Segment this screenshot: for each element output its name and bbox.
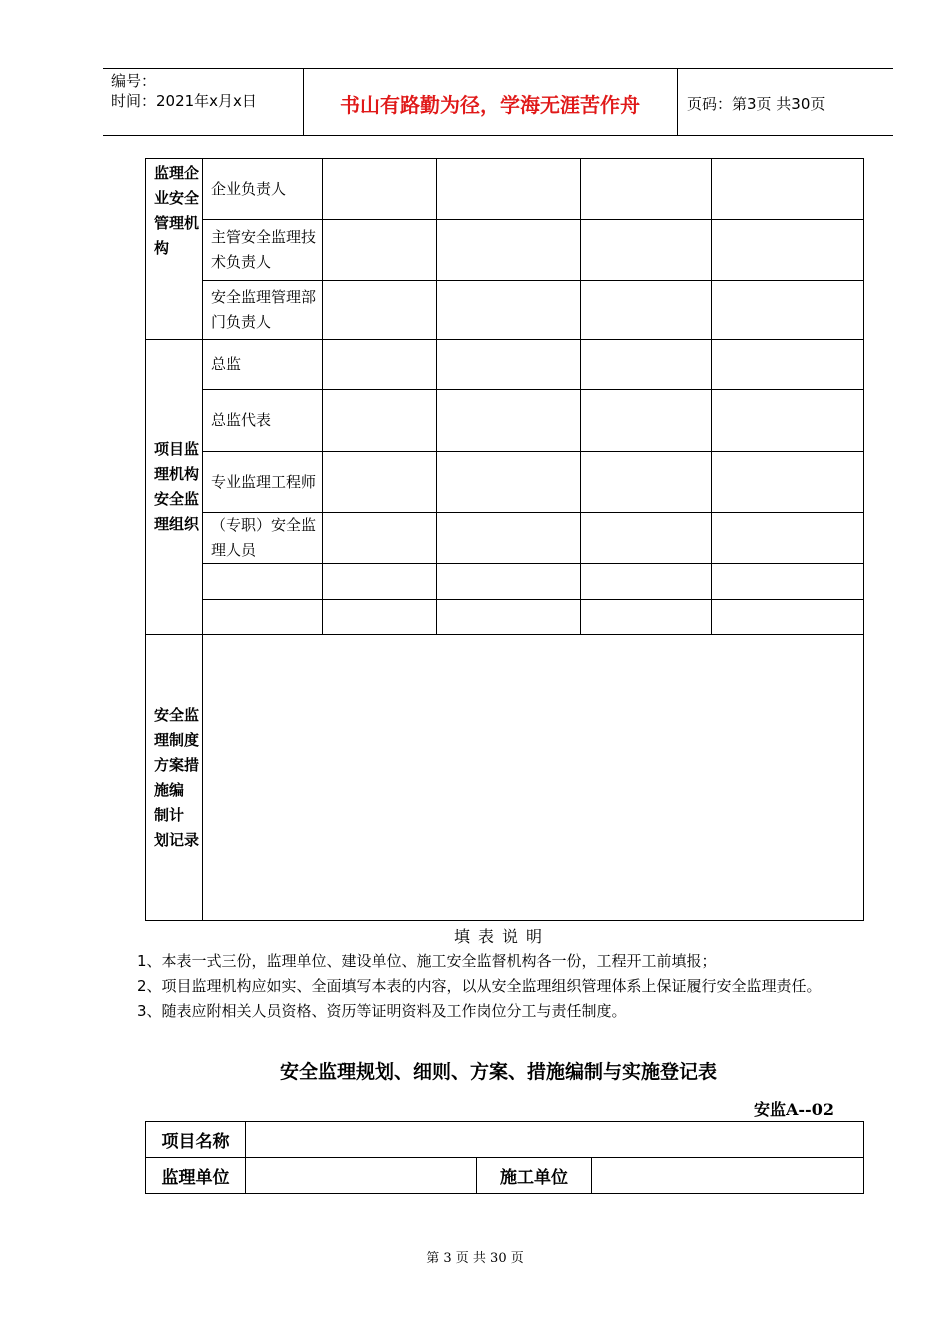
- project-name-field[interactable]: [246, 1122, 864, 1158]
- table-cell[interactable]: [712, 340, 864, 390]
- section-enterprise-label: 监理企业安全管理机构: [146, 159, 203, 340]
- table-cell[interactable]: [323, 564, 437, 600]
- table-cell[interactable]: [203, 564, 323, 600]
- instructions-title: 填表说明: [453, 927, 550, 946]
- instruction-item: 2、项目监理机构应如实、全面填写本表的内容，以从安全监理组织管理体系上保证履行安全监理责任。: [137, 977, 822, 995]
- role-label: 主管安全监理技术负责人: [203, 220, 323, 281]
- instruction-item: 1、本表一式三份，监理单位、建设单位、施工安全监督机构各一份，工程开工前填报；: [137, 952, 717, 970]
- plan-record-cell[interactable]: [203, 635, 864, 921]
- role-label: 专业监理工程师: [203, 452, 323, 513]
- form-title: 安全监理规划、细则、方案、措施编制与实施登记表: [279, 1061, 717, 1083]
- table-cell[interactable]: [712, 281, 864, 340]
- table-cell[interactable]: [581, 600, 712, 635]
- header-time: 时间：2021年x月x日: [111, 92, 257, 110]
- table-cell[interactable]: [323, 281, 437, 340]
- table-cell[interactable]: [323, 159, 437, 220]
- section-plan-record-label: 安全监理制度方案措施编 制计 划记录: [146, 635, 203, 921]
- table-cell[interactable]: [581, 513, 712, 564]
- role-label: 企业负责人: [203, 159, 323, 220]
- table-cell[interactable]: [437, 452, 581, 513]
- page-header: [103, 68, 893, 136]
- role-label: 总监代表: [203, 390, 323, 452]
- table-cell[interactable]: [323, 452, 437, 513]
- page-footer: 第 3 页 共 30 页: [426, 1251, 524, 1266]
- fill-instructions: [137, 924, 867, 1024]
- role-label: （专职）安全监理人员: [203, 513, 323, 564]
- table-cell[interactable]: [323, 600, 437, 635]
- table-cell[interactable]: [581, 281, 712, 340]
- header-divider: [677, 69, 678, 135]
- header-number: 编号：: [111, 72, 157, 90]
- table-cell[interactable]: [712, 390, 864, 452]
- table-cell[interactable]: [712, 220, 864, 281]
- registration-table: [145, 1121, 864, 1194]
- construction-unit-field[interactable]: [592, 1158, 864, 1194]
- table-cell[interactable]: [437, 564, 581, 600]
- table-cell[interactable]: [323, 513, 437, 564]
- table-cell[interactable]: [712, 159, 864, 220]
- construction-unit-label: 施工单位: [477, 1158, 592, 1194]
- table-cell[interactable]: [581, 340, 712, 390]
- supervision-unit-label: 监理单位: [146, 1158, 246, 1194]
- role-label: 总监: [203, 340, 323, 390]
- table-cell[interactable]: [581, 220, 712, 281]
- table-cell[interactable]: [437, 600, 581, 635]
- table-cell[interactable]: [712, 452, 864, 513]
- table-cell[interactable]: [581, 159, 712, 220]
- table-cell[interactable]: [437, 340, 581, 390]
- table-cell[interactable]: [581, 452, 712, 513]
- organization-table: [145, 158, 864, 921]
- header-meta: [111, 71, 257, 111]
- role-label: 安全监理管理部门负责人: [203, 281, 323, 340]
- table-cell[interactable]: [712, 513, 864, 564]
- table-cell[interactable]: [437, 281, 581, 340]
- table-cell[interactable]: [437, 220, 581, 281]
- table-cell[interactable]: [437, 513, 581, 564]
- table-cell[interactable]: [323, 220, 437, 281]
- form-code: 安监A--02: [754, 1100, 834, 1119]
- table-cell[interactable]: [437, 159, 581, 220]
- header-page-number: 页码：第3页 共30页: [687, 95, 826, 113]
- table-cell[interactable]: [581, 390, 712, 452]
- table-cell[interactable]: [712, 564, 864, 600]
- table-cell[interactable]: [203, 600, 323, 635]
- project-name-label: 项目名称: [146, 1122, 246, 1158]
- table-cell[interactable]: [323, 390, 437, 452]
- table-cell[interactable]: [581, 564, 712, 600]
- header-motto: 书山有路勤为径，学海无涯苦作舟: [340, 93, 640, 117]
- section-project-label: 项目监理机构安全监理组织: [146, 340, 203, 635]
- table-cell[interactable]: [712, 600, 864, 635]
- supervision-unit-field[interactable]: [246, 1158, 477, 1194]
- instruction-item: 3、随表应附相关人员资格、资历等证明资料及工作岗位分工与责任制度。: [137, 1002, 627, 1020]
- table-cell[interactable]: [437, 390, 581, 452]
- table-cell[interactable]: [323, 340, 437, 390]
